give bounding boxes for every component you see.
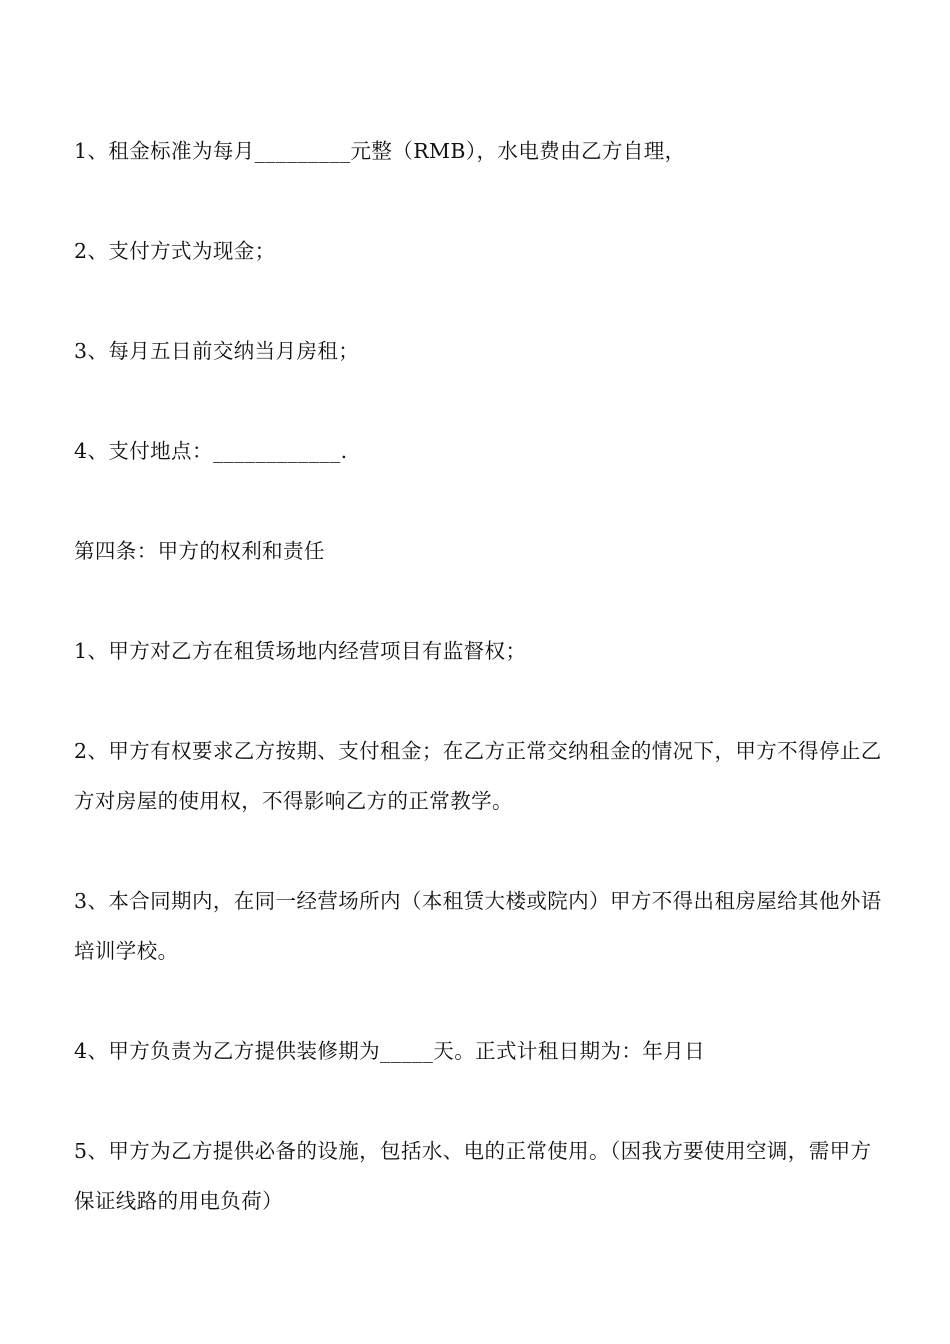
payment-method-clause: 2、支付方式为现金； (74, 239, 276, 263)
payment-location-clause: 4、支付地点：____________. (74, 439, 348, 463)
payment-due-clause: 3、每月五日前交纳当月房租； (74, 339, 360, 363)
facilities-clause: 5、甲方为乙方提供必备的设施，包括水、电的正常使用。（因我方要使用空调，需甲方保证线路的用电负荷） (74, 1139, 872, 1213)
renovation-period-clause: 4、甲方负责为乙方提供装修期为_____天。正式计租日期为：年月日 (74, 1039, 705, 1063)
supervision-right-clause: 1、甲方对乙方在租赁场地内经营项目有监督权； (74, 639, 527, 663)
rent-standard-clause: 1、租金标准为每月_________元整（RMB），水电费由乙方自理， (74, 139, 686, 163)
article-four-heading: 第四条：甲方的权利和责任 (74, 539, 325, 563)
non-compete-clause: 3、本合同期内，在同一经营场所内（本租赁大楼或院内）甲方不得出租房屋给其他外语培训学校。 (74, 889, 882, 963)
rent-collection-clause: 2、甲方有权要求乙方按期、支付租金；在乙方正常交纳租金的情况下，甲方不得停止乙方对房屋的使用权，不得影响乙方的正常教学。 (74, 739, 882, 813)
